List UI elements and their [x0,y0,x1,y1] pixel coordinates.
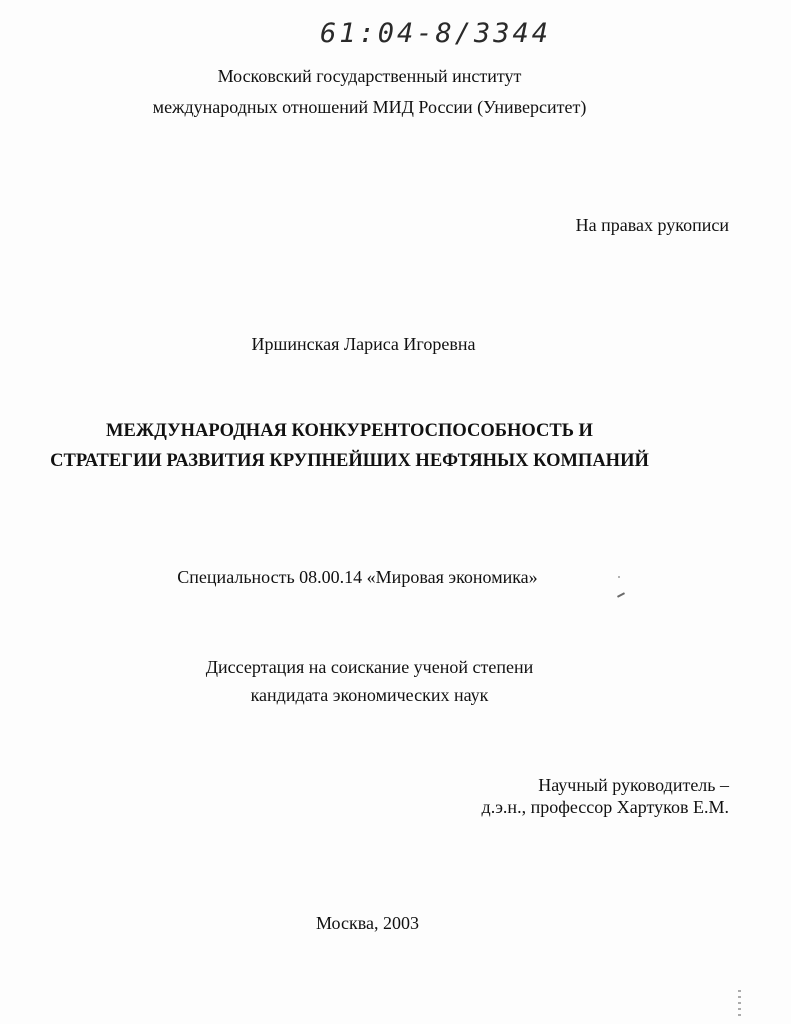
author-name: Иршинская Лариса Игоревна [251,334,476,354]
scan-mark [617,592,625,598]
degree-line-2: кандидата экономических наук [250,685,489,705]
scan-speck [618,576,620,578]
specialty: Специальность 08.00.14 «Мировая экономика» [177,567,538,587]
scan-edge-noise [738,990,741,1020]
supervisor-label: Научный руководитель – [538,775,729,795]
institute-name-line-1: Московский государственный институт [217,66,522,86]
city-and-year: Москва, 2003 [316,913,419,933]
degree-line-1: Диссертация на соискание ученой степени [205,657,534,677]
supervisor-name: д.э.н., профессор Хартуков Е.М. [481,797,729,817]
archive-stamp: 61:04-8/3344 [320,18,552,49]
manuscript-rights-note: На правах рукописи [575,215,729,235]
dissertation-title-line-2: СТРАТЕГИИ РАЗВИТИЯ КРУПНЕЙШИХ НЕФТЯНЫХ КОМПАНИЙ [50,451,649,471]
dissertation-title-line-1: МЕЖДУНАРОДНАЯ КОНКУРЕНТОСПОСОБНОСТЬ И [106,421,593,441]
institute-name-line-2: международных отношений МИД России (Университет) [152,97,587,117]
